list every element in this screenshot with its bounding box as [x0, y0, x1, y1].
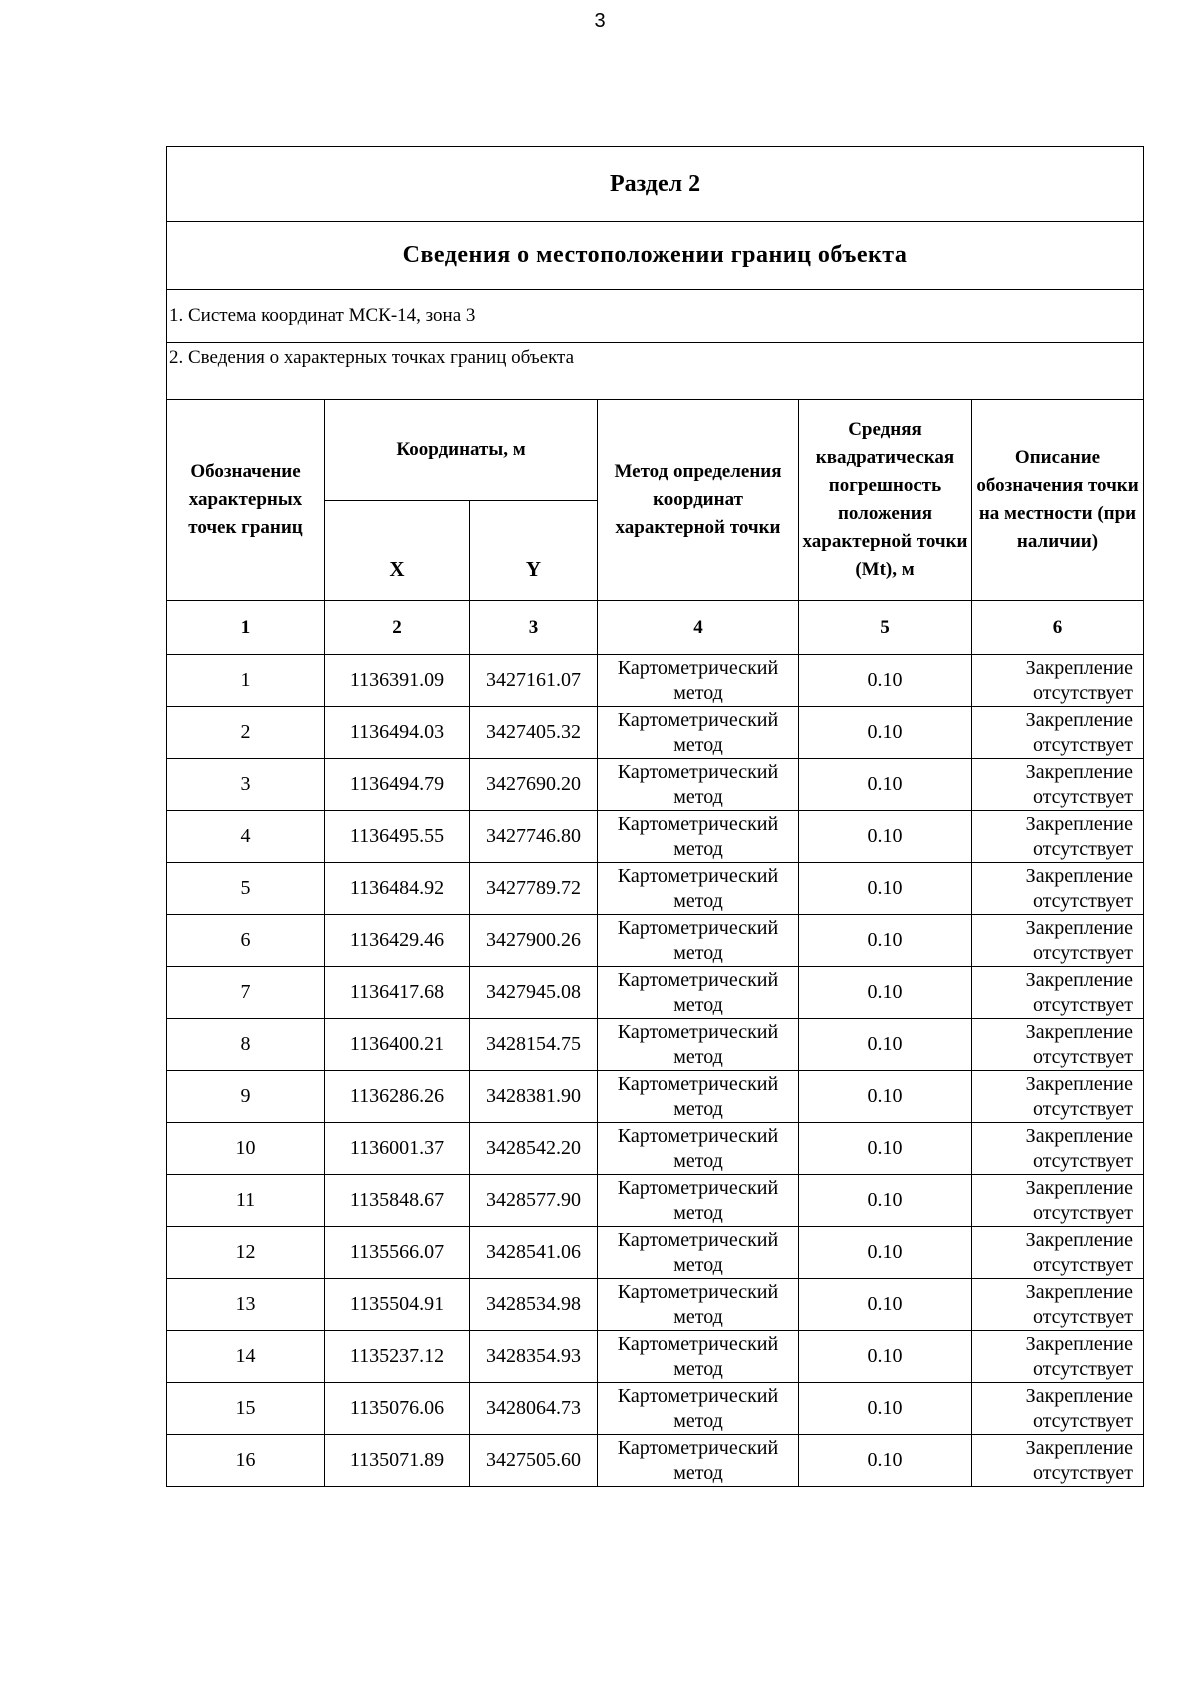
column-numbers-row — [167, 601, 1144, 655]
method-cell: Картометрический метод — [598, 915, 799, 967]
table-row — [167, 967, 1144, 1019]
error-cell: 0.10 — [799, 707, 972, 759]
table-row — [167, 915, 1144, 967]
column-number: 2 — [325, 601, 470, 655]
description-cell: Закрепление отсутствует — [972, 1331, 1144, 1383]
error-cell: 0.10 — [799, 1227, 972, 1279]
table-row — [167, 1383, 1144, 1435]
description-cell: Закрепление отсутствует — [972, 1227, 1144, 1279]
method-cell: Картометрический метод — [598, 1227, 799, 1279]
description-cell: Закрепление отсутствует — [972, 967, 1144, 1019]
table-row — [167, 759, 1144, 811]
point-number-cell: 6 — [167, 915, 325, 967]
table-row — [167, 707, 1144, 759]
description-cell: Закрепление отсутствует — [972, 759, 1144, 811]
method-cell: Картометрический метод — [598, 811, 799, 863]
y-coordinate-cell: 3427900.26 — [470, 915, 598, 967]
y-coordinate-cell: 3428577.90 — [470, 1175, 598, 1227]
error-cell: 0.10 — [799, 967, 972, 1019]
method-cell: Картометрический метод — [598, 707, 799, 759]
x-coordinate-cell: 1135237.12 — [325, 1331, 470, 1383]
y-coordinate-cell: 3427746.80 — [470, 811, 598, 863]
error-cell: 0.10 — [799, 1019, 972, 1071]
header-error: Средняя квадратическая погрешность положения характерной точки (Mt), м — [799, 400, 972, 601]
description-cell: Закрепление отсутствует — [972, 1019, 1144, 1071]
description-cell: Закрепление отсутствует — [972, 1123, 1144, 1175]
column-number: 6 — [972, 601, 1144, 655]
y-coordinate-cell: 3428064.73 — [470, 1383, 598, 1435]
error-cell: 0.10 — [799, 1123, 972, 1175]
y-coordinate-cell: 3428381.90 — [470, 1071, 598, 1123]
table-row — [167, 1123, 1144, 1175]
table-row — [167, 1279, 1144, 1331]
x-coordinate-cell: 1136494.03 — [325, 707, 470, 759]
error-cell: 0.10 — [799, 655, 972, 707]
x-coordinate-cell: 1136286.26 — [325, 1071, 470, 1123]
boundary-points-table — [166, 146, 1144, 1487]
method-cell: Картометрический метод — [598, 1331, 799, 1383]
description-cell: Закрепление отсутствует — [972, 811, 1144, 863]
column-number: 1 — [167, 601, 325, 655]
point-number-cell: 3 — [167, 759, 325, 811]
column-number: 5 — [799, 601, 972, 655]
method-cell: Картометрический метод — [598, 759, 799, 811]
section-title: Раздел 2 — [167, 147, 1144, 222]
x-coordinate-cell: 1136001.37 — [325, 1123, 470, 1175]
x-coordinate-cell: 1136494.79 — [325, 759, 470, 811]
x-coordinate-cell: 1135848.67 — [325, 1175, 470, 1227]
point-number-cell: 9 — [167, 1071, 325, 1123]
table-row — [167, 655, 1144, 707]
column-number: 3 — [470, 601, 598, 655]
description-cell: Закрепление отсутствует — [972, 1175, 1144, 1227]
table-row — [167, 1175, 1144, 1227]
y-coordinate-cell: 3427945.08 — [470, 967, 598, 1019]
y-coordinate-cell: 3427789.72 — [470, 863, 598, 915]
header-method: Метод определения координат характерной точки — [598, 400, 799, 601]
error-cell: 0.10 — [799, 863, 972, 915]
x-coordinate-cell: 1135076.06 — [325, 1383, 470, 1435]
y-coordinate-cell: 3427690.20 — [470, 759, 598, 811]
table-row — [167, 1227, 1144, 1279]
point-number-cell: 11 — [167, 1175, 325, 1227]
error-cell: 0.10 — [799, 759, 972, 811]
error-cell: 0.10 — [799, 1175, 972, 1227]
points-info: 2. Сведения о характерных точках границ объекта — [167, 343, 1144, 400]
method-cell: Картометрический метод — [598, 1175, 799, 1227]
point-number-cell: 8 — [167, 1019, 325, 1071]
point-number-cell: 16 — [167, 1435, 325, 1487]
section-subtitle: Сведения о местоположении границ объекта — [167, 222, 1144, 290]
description-cell: Закрепление отсутствует — [972, 1071, 1144, 1123]
point-number-cell: 12 — [167, 1227, 325, 1279]
point-number-cell: 10 — [167, 1123, 325, 1175]
column-number: 4 — [598, 601, 799, 655]
error-cell: 0.10 — [799, 1331, 972, 1383]
method-cell: Картометрический метод — [598, 655, 799, 707]
x-coordinate-cell: 1136391.09 — [325, 655, 470, 707]
error-cell: 0.10 — [799, 1383, 972, 1435]
error-cell: 0.10 — [799, 1071, 972, 1123]
description-cell: Закрепление отсутствует — [972, 655, 1144, 707]
y-coordinate-cell: 3428534.98 — [470, 1279, 598, 1331]
table-row — [167, 811, 1144, 863]
method-cell: Картометрический метод — [598, 967, 799, 1019]
x-coordinate-cell: 1136429.46 — [325, 915, 470, 967]
error-cell: 0.10 — [799, 811, 972, 863]
header-coordinates: Координаты, м — [325, 400, 598, 501]
point-number-cell: 14 — [167, 1331, 325, 1383]
method-cell: Картометрический метод — [598, 863, 799, 915]
page-number: 3 — [594, 10, 606, 32]
table-row — [167, 1331, 1144, 1383]
description-cell: Закрепление отсутствует — [972, 707, 1144, 759]
x-coordinate-cell: 1136484.92 — [325, 863, 470, 915]
table-row — [167, 863, 1144, 915]
error-cell: 0.10 — [799, 915, 972, 967]
point-number-cell: 2 — [167, 707, 325, 759]
x-coordinate-cell: 1135566.07 — [325, 1227, 470, 1279]
x-coordinate-cell: 1136417.68 — [325, 967, 470, 1019]
description-cell: Закрепление отсутствует — [972, 915, 1144, 967]
table-row — [167, 1019, 1144, 1071]
error-cell: 0.10 — [799, 1279, 972, 1331]
x-coordinate-cell: 1136495.55 — [325, 811, 470, 863]
description-cell: Закрепление отсутствует — [972, 1383, 1144, 1435]
description-cell: Закрепление отсутствует — [972, 1279, 1144, 1331]
method-cell: Картометрический метод — [598, 1019, 799, 1071]
x-coordinate-cell: 1135071.89 — [325, 1435, 470, 1487]
table-row — [167, 1435, 1144, 1487]
method-cell: Картометрический метод — [598, 1279, 799, 1331]
table-row — [167, 1071, 1144, 1123]
y-coordinate-cell: 3428154.75 — [470, 1019, 598, 1071]
header-x: X — [325, 501, 470, 601]
header-designation: Обозначение характерных точек границ — [167, 400, 325, 601]
coordinate-system: 1. Система координат МСК-14, зона 3 — [167, 290, 1144, 343]
y-coordinate-cell: 3427505.60 — [470, 1435, 598, 1487]
y-coordinate-cell: 3428541.06 — [470, 1227, 598, 1279]
description-cell: Закрепление отсутствует — [972, 1435, 1144, 1487]
method-cell: Картометрический метод — [598, 1435, 799, 1487]
y-coordinate-cell: 3428354.93 — [470, 1331, 598, 1383]
description-cell: Закрепление отсутствует — [972, 863, 1144, 915]
error-cell: 0.10 — [799, 1435, 972, 1487]
x-coordinate-cell: 1135504.91 — [325, 1279, 470, 1331]
header-description: Описание обозначения точки на местности (при наличии) — [972, 400, 1144, 601]
point-number-cell: 1 — [167, 655, 325, 707]
y-coordinate-cell: 3428542.20 — [470, 1123, 598, 1175]
header-y: Y — [470, 501, 598, 601]
y-coordinate-cell: 3427161.07 — [470, 655, 598, 707]
method-cell: Картометрический метод — [598, 1123, 799, 1175]
point-number-cell: 15 — [167, 1383, 325, 1435]
point-number-cell: 4 — [167, 811, 325, 863]
x-coordinate-cell: 1136400.21 — [325, 1019, 470, 1071]
method-cell: Картометрический метод — [598, 1071, 799, 1123]
point-number-cell: 13 — [167, 1279, 325, 1331]
y-coordinate-cell: 3427405.32 — [470, 707, 598, 759]
point-number-cell: 7 — [167, 967, 325, 1019]
point-number-cell: 5 — [167, 863, 325, 915]
method-cell: Картометрический метод — [598, 1383, 799, 1435]
